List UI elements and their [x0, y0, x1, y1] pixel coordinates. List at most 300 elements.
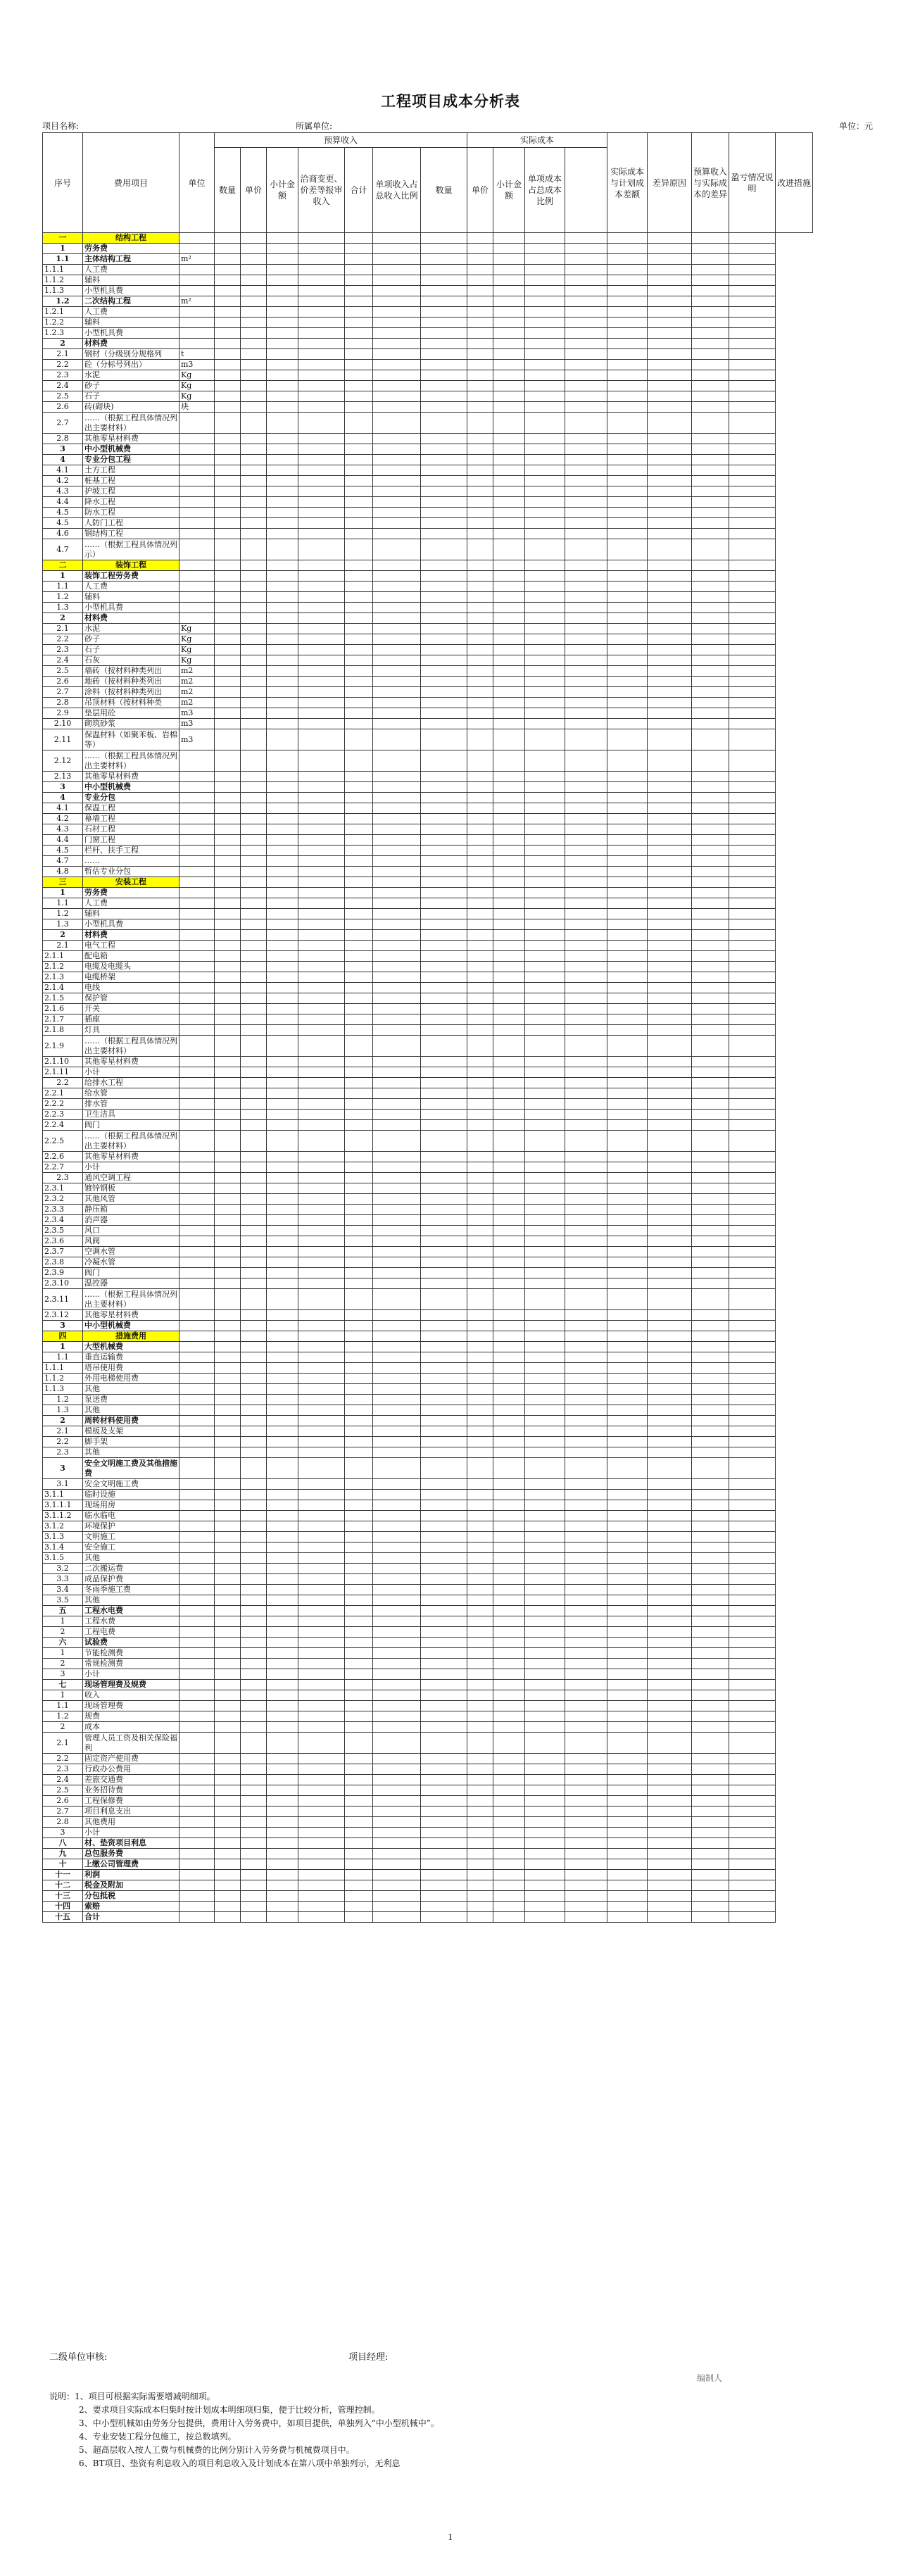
row-value-cell — [565, 972, 607, 983]
row-value-cell — [648, 1532, 692, 1543]
row-value-cell — [607, 772, 648, 782]
row-value-cell — [565, 1754, 607, 1764]
row-value-cell — [373, 539, 421, 560]
row-value-cell — [345, 1173, 373, 1183]
row-value-cell — [607, 1173, 648, 1183]
row-value-cell — [373, 603, 421, 613]
row-value-cell — [565, 1701, 607, 1711]
row-value-cell — [729, 1278, 776, 1289]
table-row — [43, 1215, 813, 1226]
row-value-cell — [525, 1120, 565, 1131]
row-unit — [179, 867, 215, 877]
row-value-cell — [467, 465, 493, 476]
row-unit — [179, 1236, 215, 1247]
row-value-cell — [298, 434, 345, 444]
row-value-cell — [607, 1764, 648, 1775]
row-value-cell — [373, 1321, 421, 1331]
row-value-cell — [421, 1088, 467, 1099]
row-value-cell — [729, 1754, 776, 1764]
row-value-cell — [607, 1880, 648, 1891]
row-value-cell — [267, 1152, 298, 1162]
row-seq: 3.1 — [43, 1479, 83, 1490]
row-value-cell — [607, 1479, 648, 1490]
row-value-cell — [267, 835, 298, 846]
row-seq: 2.2 — [43, 634, 83, 645]
header-loss-note: 盈亏情况说明 — [729, 133, 776, 233]
row-value-cell — [607, 1638, 648, 1648]
row-value-cell — [345, 941, 373, 951]
row-value-cell — [345, 508, 373, 518]
table-row — [43, 370, 813, 381]
row-unit — [179, 1880, 215, 1891]
row-item-name: 配电箱 — [83, 951, 179, 962]
row-value-cell — [267, 1236, 298, 1247]
row-value-cell — [648, 1437, 692, 1447]
row-value-cell — [421, 1511, 467, 1521]
row-value-cell — [298, 1036, 345, 1057]
row-value-cell — [692, 1099, 729, 1110]
row-value-cell — [525, 497, 565, 508]
row-value-cell — [421, 1131, 467, 1152]
row-value-cell — [607, 307, 648, 318]
row-value-cell — [373, 1690, 421, 1701]
row-value-cell — [565, 1025, 607, 1036]
row-value-cell — [373, 286, 421, 296]
row-value-cell — [241, 1627, 267, 1638]
row-unit: Kg — [179, 381, 215, 391]
row-value-cell — [692, 1479, 729, 1490]
row-value-cell — [267, 856, 298, 867]
row-value-cell — [241, 951, 267, 962]
row-value-cell — [648, 1025, 692, 1036]
row-seq: 3 — [43, 1321, 83, 1331]
row-value-cell — [215, 1638, 241, 1648]
row-value-cell — [648, 1088, 692, 1099]
row-value-cell — [267, 1532, 298, 1543]
row-value-cell — [421, 962, 467, 972]
row-value-cell — [607, 1912, 648, 1923]
row-seq: 2.3.1 — [43, 1183, 83, 1194]
row-value-cell — [692, 1775, 729, 1785]
row-value-cell — [421, 1036, 467, 1057]
row-value-cell — [298, 1680, 345, 1690]
row-seq: 1.3 — [43, 1405, 83, 1416]
row-value-cell — [215, 1606, 241, 1616]
row-seq: 4.5 — [43, 846, 83, 856]
row-value-cell — [267, 1606, 298, 1616]
row-value-cell — [493, 750, 525, 772]
table-row — [43, 729, 813, 750]
row-value-cell — [298, 1205, 345, 1215]
row-value-cell — [215, 846, 241, 856]
row-value-cell — [692, 1162, 729, 1173]
table-row — [43, 1331, 813, 1342]
row-value-cell — [241, 1395, 267, 1405]
row-value-cell — [607, 877, 648, 888]
row-value-cell — [525, 413, 565, 434]
row-value-cell — [692, 877, 729, 888]
row-value-cell — [345, 983, 373, 993]
row-value-cell — [565, 1173, 607, 1183]
note-line — [49, 2390, 824, 2404]
header-unit: 单位 — [179, 133, 215, 233]
row-value-cell — [215, 497, 241, 508]
row-value-cell — [345, 1131, 373, 1152]
row-value-cell — [648, 402, 692, 413]
row-value-cell — [467, 951, 493, 962]
row-value-cell — [692, 1257, 729, 1268]
row-unit — [179, 1173, 215, 1183]
row-value-cell — [607, 1014, 648, 1025]
row-value-cell — [648, 1564, 692, 1574]
row-value-cell — [607, 1849, 648, 1859]
table-row — [43, 1321, 813, 1331]
row-value-cell — [525, 666, 565, 677]
row-value-cell — [607, 497, 648, 508]
row-value-cell — [345, 518, 373, 529]
row-value-cell — [692, 951, 729, 962]
row-value-cell — [373, 244, 421, 254]
row-value-cell — [241, 666, 267, 677]
row-value-cell — [493, 286, 525, 296]
row-value-cell — [467, 1374, 493, 1384]
row-value-cell — [373, 919, 421, 930]
table-row — [43, 824, 813, 835]
row-value-cell — [421, 1321, 467, 1331]
row-seq: 3.1.3 — [43, 1532, 83, 1543]
row-value-cell — [267, 993, 298, 1004]
row-value-cell — [421, 1004, 467, 1014]
row-value-cell — [267, 465, 298, 476]
row-value-cell — [493, 1680, 525, 1690]
row-value-cell — [525, 1447, 565, 1458]
row-value-cell — [607, 1110, 648, 1120]
row-value-cell — [648, 1638, 692, 1648]
row-value-cell — [345, 1701, 373, 1711]
row-value-cell — [525, 275, 565, 286]
table-row — [43, 750, 813, 772]
row-value-cell — [467, 1236, 493, 1247]
row-value-cell — [267, 1352, 298, 1363]
row-value-cell — [607, 265, 648, 275]
row-value-cell — [729, 677, 776, 687]
row-value-cell — [692, 518, 729, 529]
row-value-cell — [493, 1067, 525, 1078]
row-value-cell — [215, 1553, 241, 1564]
header-diff-reason: 差异原因 — [648, 133, 692, 233]
row-value-cell — [565, 1078, 607, 1088]
row-value-cell — [345, 1363, 373, 1374]
row-value-cell — [493, 1870, 525, 1880]
row-value-cell — [298, 1690, 345, 1701]
row-value-cell — [648, 1458, 692, 1479]
row-value-cell — [729, 1205, 776, 1215]
row-value-cell — [525, 1088, 565, 1099]
row-value-cell — [298, 1247, 345, 1257]
row-seq: 1.1 — [43, 898, 83, 909]
row-value-cell — [241, 1014, 267, 1025]
row-value-cell — [525, 719, 565, 729]
row-value-cell — [373, 814, 421, 824]
row-value-cell — [493, 1331, 525, 1342]
row-value-cell — [373, 1912, 421, 1923]
row-value-cell — [729, 286, 776, 296]
row-value-cell — [241, 613, 267, 624]
row-value-cell — [729, 1437, 776, 1447]
table-row — [43, 1236, 813, 1247]
row-value-cell — [345, 1521, 373, 1532]
row-value-cell — [267, 1912, 298, 1923]
row-value-cell — [421, 1257, 467, 1268]
row-value-cell — [648, 1574, 692, 1585]
table-row — [43, 1838, 813, 1849]
row-unit — [179, 1627, 215, 1638]
row-value-cell — [729, 1088, 776, 1099]
row-item-name: 电缆及电缆头 — [83, 962, 179, 972]
row-value-cell — [215, 919, 241, 930]
row-value-cell — [241, 1902, 267, 1912]
row-value-cell — [525, 1574, 565, 1585]
row-value-cell — [525, 750, 565, 772]
row-value-cell — [565, 413, 607, 434]
row-value-cell — [267, 687, 298, 698]
row-unit — [179, 846, 215, 856]
row-value-cell — [648, 613, 692, 624]
row-value-cell — [241, 919, 267, 930]
row-seq: 2.1.2 — [43, 962, 83, 972]
row-value-cell — [345, 782, 373, 793]
row-value-cell — [648, 993, 692, 1004]
row-value-cell — [241, 1891, 267, 1902]
row-value-cell — [607, 930, 648, 941]
row-seq: 3.2 — [43, 1564, 83, 1574]
row-value-cell — [648, 1754, 692, 1764]
row-value-cell — [607, 1352, 648, 1363]
table-row — [43, 434, 813, 444]
row-value-cell — [467, 1680, 493, 1690]
row-value-cell — [298, 444, 345, 455]
row-seq: 1.2.1 — [43, 307, 83, 318]
row-value-cell — [729, 339, 776, 349]
row-value-cell — [565, 265, 607, 275]
row-value-cell — [648, 1426, 692, 1437]
row-value-cell — [241, 1785, 267, 1796]
row-value-cell — [467, 318, 493, 328]
row-value-cell — [607, 1416, 648, 1426]
row-value-cell — [373, 972, 421, 983]
row-value-cell — [298, 1384, 345, 1395]
row-value-cell — [467, 1891, 493, 1902]
row-item-name: 灯具 — [83, 1025, 179, 1036]
row-seq: 3.1.5 — [43, 1553, 83, 1564]
row-value-cell — [565, 846, 607, 856]
row-value-cell — [215, 381, 241, 391]
row-value-cell — [607, 1785, 648, 1796]
row-value-cell — [298, 1120, 345, 1131]
row-value-cell — [215, 1099, 241, 1110]
row-value-cell — [267, 508, 298, 518]
row-value-cell — [648, 898, 692, 909]
row-value-cell — [729, 877, 776, 888]
row-value-cell — [421, 1236, 467, 1247]
row-value-cell — [729, 434, 776, 444]
row-value-cell — [493, 666, 525, 677]
row-value-cell — [267, 803, 298, 814]
table-row — [43, 560, 813, 571]
row-value-cell — [373, 381, 421, 391]
row-value-cell — [241, 539, 267, 560]
row-value-cell — [729, 318, 776, 328]
row-value-cell — [298, 624, 345, 634]
row-value-cell — [729, 930, 776, 941]
row-value-cell — [565, 370, 607, 381]
row-value-cell — [648, 634, 692, 645]
row-value-cell — [565, 508, 607, 518]
row-value-cell — [607, 592, 648, 603]
row-value-cell — [565, 1838, 607, 1849]
table-row — [43, 1616, 813, 1627]
row-value-cell — [421, 1374, 467, 1384]
row-value-cell — [607, 1205, 648, 1215]
row-value-cell — [241, 1374, 267, 1384]
row-value-cell — [215, 455, 241, 465]
row-value-cell — [648, 1849, 692, 1859]
row-value-cell — [345, 1120, 373, 1131]
row-unit — [179, 1564, 215, 1574]
row-seq: 4 — [43, 793, 83, 803]
row-value-cell — [692, 508, 729, 518]
row-value-cell — [215, 1564, 241, 1574]
row-value-cell — [267, 1405, 298, 1416]
row-value-cell — [345, 634, 373, 645]
row-value-cell — [267, 286, 298, 296]
row-value-cell — [565, 1511, 607, 1521]
row-value-cell — [692, 1807, 729, 1817]
row-value-cell — [607, 1374, 648, 1384]
row-value-cell — [373, 941, 421, 951]
row-value-cell — [607, 1004, 648, 1014]
row-value-cell — [267, 318, 298, 328]
row-value-cell — [298, 244, 345, 254]
header-plan-diff: 实际成本与计划成本差额 — [607, 133, 648, 233]
row-value-cell — [421, 486, 467, 497]
row-value-cell — [267, 1088, 298, 1099]
row-value-cell — [729, 360, 776, 370]
row-value-cell — [565, 1321, 607, 1331]
row-value-cell — [525, 613, 565, 624]
row-value-cell — [565, 1447, 607, 1458]
row-value-cell — [421, 1162, 467, 1173]
table-row — [43, 1374, 813, 1384]
row-value-cell — [215, 1447, 241, 1458]
row-value-cell — [648, 729, 692, 750]
row-value-cell — [525, 529, 565, 539]
row-value-cell — [692, 254, 729, 265]
row-value-cell — [729, 1004, 776, 1014]
row-value-cell — [345, 1426, 373, 1437]
row-value-cell — [493, 1247, 525, 1257]
row-value-cell — [467, 613, 493, 624]
row-value-cell — [525, 1880, 565, 1891]
row-value-cell — [729, 381, 776, 391]
row-value-cell — [493, 1131, 525, 1152]
row-unit: t — [179, 349, 215, 360]
row-value-cell — [215, 1268, 241, 1278]
row-value-cell — [525, 508, 565, 518]
row-value-cell — [525, 1859, 565, 1870]
row-value-cell — [565, 1764, 607, 1775]
row-value-cell — [421, 349, 467, 360]
row-value-cell — [345, 1257, 373, 1268]
row-unit — [179, 898, 215, 909]
row-value-cell — [493, 687, 525, 698]
row-value-cell — [493, 539, 525, 560]
row-value-cell — [267, 951, 298, 962]
row-value-cell — [607, 402, 648, 413]
row-item-name: 人工费 — [83, 307, 179, 318]
row-value-cell — [525, 1616, 565, 1627]
row-value-cell — [607, 1627, 648, 1638]
row-value-cell — [298, 1236, 345, 1247]
row-value-cell — [241, 824, 267, 835]
row-value-cell — [648, 1194, 692, 1205]
table-row — [43, 1553, 813, 1564]
row-value-cell — [729, 909, 776, 919]
row-value-cell — [241, 1205, 267, 1215]
row-unit — [179, 1648, 215, 1659]
row-unit: m3 — [179, 708, 215, 719]
row-value-cell — [215, 1078, 241, 1088]
row-value-cell — [525, 1247, 565, 1257]
row-value-cell — [525, 1374, 565, 1384]
row-value-cell — [267, 254, 298, 265]
row-seq: 3 — [43, 444, 83, 455]
row-value-cell — [565, 1849, 607, 1859]
row-value-cell — [729, 603, 776, 613]
row-value-cell — [692, 360, 729, 370]
row-value-cell — [467, 1733, 493, 1754]
row-value-cell — [525, 856, 565, 867]
row-value-cell — [525, 1754, 565, 1764]
row-value-cell — [215, 434, 241, 444]
row-value-cell — [565, 1807, 607, 1817]
row-value-cell — [493, 1268, 525, 1278]
row-value-cell — [692, 497, 729, 508]
row-seq: 2.10 — [43, 719, 83, 729]
row-value-cell — [298, 613, 345, 624]
row-seq: 七 — [43, 1680, 83, 1690]
row-value-cell — [373, 909, 421, 919]
row-value-cell — [692, 465, 729, 476]
row-unit — [179, 1437, 215, 1447]
row-value-cell — [215, 328, 241, 339]
row-value-cell — [648, 677, 692, 687]
row-value-cell — [729, 1532, 776, 1543]
row-value-cell — [729, 962, 776, 972]
row-item-name: 防水工程 — [83, 508, 179, 518]
row-value-cell — [421, 930, 467, 941]
row-value-cell — [467, 793, 493, 803]
row-value-cell — [241, 1828, 267, 1838]
row-value-cell — [607, 655, 648, 666]
row-value-cell — [525, 1236, 565, 1247]
row-value-cell — [648, 1342, 692, 1352]
row-value-cell — [648, 1205, 692, 1215]
row-value-cell — [298, 708, 345, 719]
row-value-cell — [648, 560, 692, 571]
row-unit: m3 — [179, 360, 215, 370]
row-value-cell — [692, 1384, 729, 1395]
